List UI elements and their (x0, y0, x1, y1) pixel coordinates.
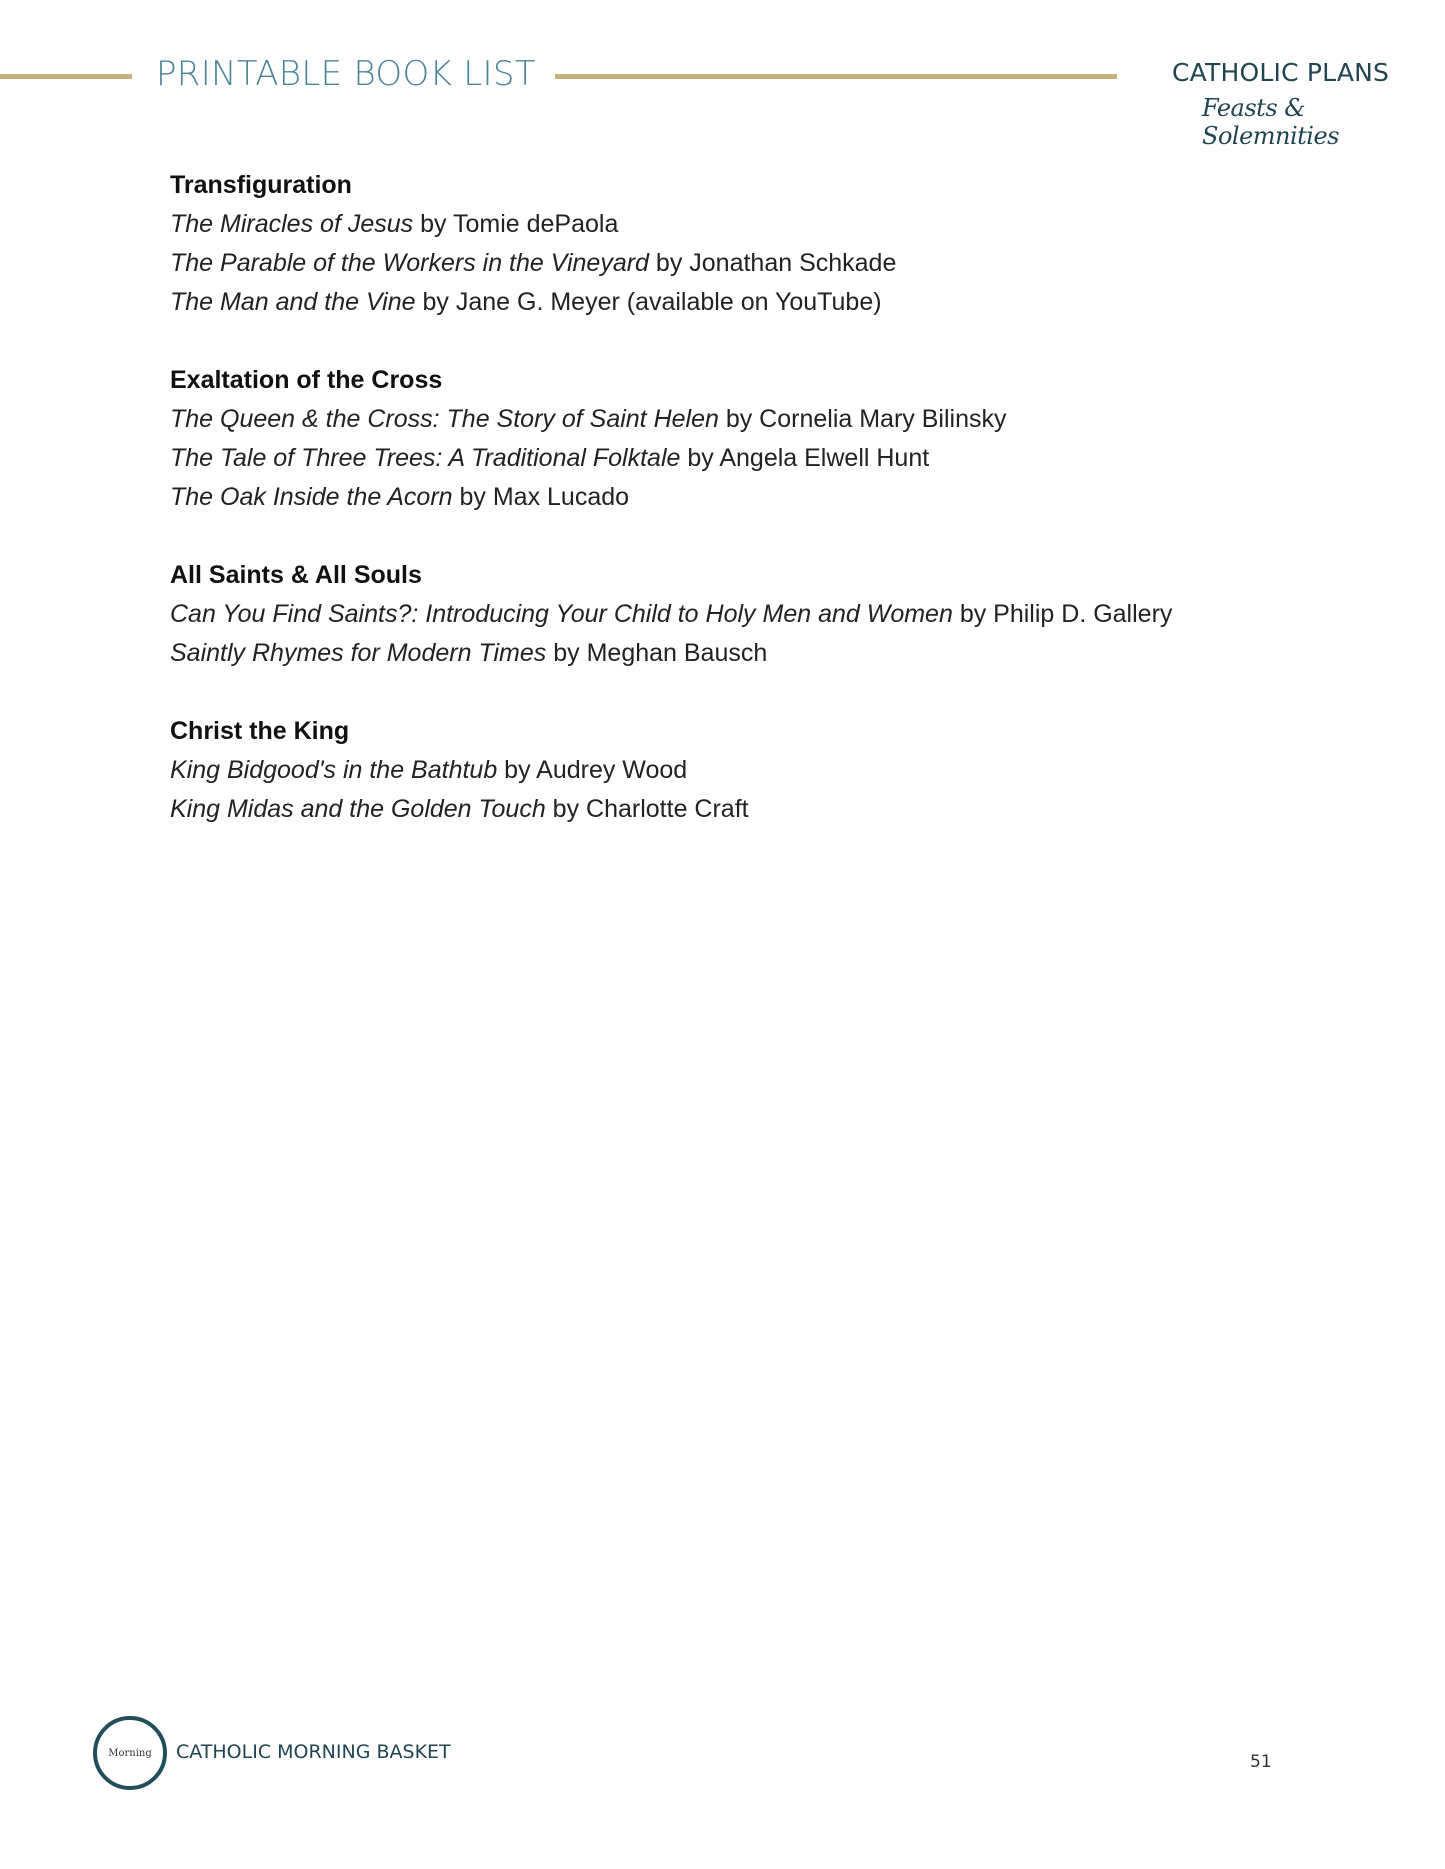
book-title: The Man and the Vine (170, 288, 416, 316)
book-title: King Bidgood's in the Bathtub (170, 756, 498, 784)
book-author: by Audrey Wood (497, 756, 688, 784)
book-author: by Cornelia Mary Bilinsky (718, 405, 1007, 433)
book-item (170, 751, 1320, 790)
morning-basket-logo-icon (93, 1716, 167, 1790)
header-rule-right (555, 74, 1117, 79)
section-title: Christ the King (170, 717, 350, 745)
section-exaltation-of-the-cross (170, 361, 1320, 517)
section-christ-the-king (170, 712, 1320, 829)
section-title: All Saints & All Souls (170, 561, 422, 589)
brand-name: CATHOLIC PLANS (1172, 58, 1390, 87)
book-title: The Parable of the Workers in the Vineyard (170, 249, 649, 277)
book-item (170, 634, 1320, 673)
book-author: by Jane G. Meyer (available on YouTube) (415, 288, 882, 316)
book-item (170, 439, 1320, 478)
book-list (170, 166, 1320, 868)
section-all-saints (170, 556, 1320, 673)
book-item (170, 595, 1320, 634)
book-author: by Jonathan Schkade (648, 249, 897, 277)
brand-subtitle: Feasts & Solemnities (1202, 94, 1339, 150)
book-author: by Charlotte Craft (545, 795, 749, 823)
book-author: by Angela Elwell Hunt (680, 444, 930, 472)
book-title: The Queen & the Cross: The Story of Saint Helen (170, 405, 719, 433)
book-author: by Philip D. Gallery (952, 600, 1173, 628)
page-number: 51 (1250, 1752, 1272, 1772)
footer-brand: CATHOLIC MORNING BASKET (176, 1741, 451, 1763)
header-rule-left (0, 74, 132, 79)
section-transfiguration (170, 166, 1320, 322)
book-author: by Meghan Bausch (546, 639, 768, 667)
book-title: The Tale of Three Trees: A Traditional Folktale (170, 444, 681, 472)
section-title: Transfiguration (170, 171, 352, 199)
book-item (170, 790, 1320, 829)
logo-text: Morning (108, 1747, 152, 1759)
book-author: by Tomie dePaola (413, 210, 619, 238)
book-title: Saintly Rhymes for Modern Times (170, 639, 547, 667)
page-title: PRINTABLE BOOK LIST (156, 54, 536, 94)
book-author: by Max Lucado (452, 483, 630, 511)
book-title: Can You Find Saints?: Introducing Your Child to Holy Men and Women (170, 600, 953, 628)
book-item (170, 205, 1320, 244)
section-title: Exaltation of the Cross (170, 366, 443, 394)
book-item (170, 400, 1320, 439)
book-item (170, 283, 1320, 322)
book-item (170, 244, 1320, 283)
book-title: The Miracles of Jesus (170, 210, 414, 238)
book-title: The Oak Inside the Acorn (170, 483, 453, 511)
book-item (170, 478, 1320, 517)
book-title: King Midas and the Golden Touch (170, 795, 546, 823)
